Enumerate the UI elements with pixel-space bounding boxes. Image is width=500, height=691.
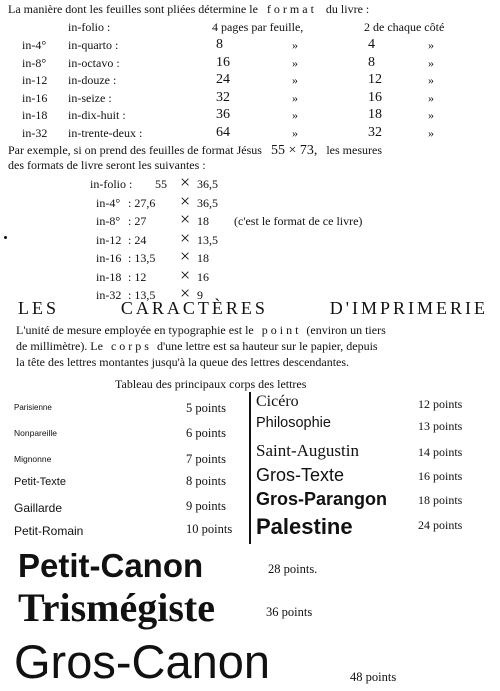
format-row — [0, 108, 500, 124]
table-caption: Tableau des principaux corps des lettres — [115, 377, 307, 391]
format-code: in-12 — [22, 73, 48, 87]
example-text: Par exemple, si on prend des feuilles de format Jésus — [8, 143, 262, 157]
example-dims: 55 × 73, — [270, 143, 318, 158]
format-pages: 24 — [216, 72, 230, 87]
title-word-1: LES — [18, 298, 60, 318]
type-points: 8 points — [186, 474, 226, 488]
specimen-gros-canon: Gros-Canon — [14, 635, 270, 688]
specimen-petit-canon: Petit-Canon — [18, 547, 204, 584]
format-row — [0, 38, 500, 54]
folio-label: in-folio : — [68, 20, 111, 34]
size-label: in-32 — [96, 288, 122, 302]
type-name: Cicéro — [256, 393, 299, 410]
format-side: 32 — [368, 124, 382, 140]
times-sign: × — [180, 227, 191, 248]
type-points: 12 points — [418, 397, 463, 411]
para-text: de millimètre). Le — [16, 339, 103, 353]
format-code: in-18 — [22, 108, 48, 122]
format-ditto: » — [428, 55, 434, 70]
specimen-gros-canon-points: 48 points — [350, 670, 397, 684]
size-label: in-8° — [96, 214, 121, 228]
type-name: Nonpareille — [14, 428, 57, 438]
size-label: in-12 — [96, 232, 122, 247]
type-name: Gros-Texte — [256, 465, 345, 485]
times-sign: × — [180, 190, 191, 211]
type-name: Petit-Texte — [14, 476, 66, 488]
para-word-point: p o i n t — [261, 323, 299, 337]
type-name: Parisienne — [14, 403, 52, 412]
type-points: 9 points — [186, 499, 226, 513]
format-side: 12 — [368, 72, 382, 87]
size-width: : 13,5 — [128, 288, 156, 302]
type-points: 5 points — [186, 401, 226, 415]
size-label: in-folio : — [90, 177, 133, 191]
format-ditto: » — [428, 90, 434, 105]
format-side: 16 — [368, 89, 382, 105]
size-row — [0, 246, 500, 268]
times-sign: × — [180, 209, 191, 229]
size-width: : 24 — [128, 232, 147, 247]
format-ditto: » — [292, 108, 298, 122]
type-name: Saint-Augustin — [256, 441, 359, 460]
type-points: 18 points — [418, 493, 463, 507]
format-side: 18 — [368, 107, 382, 122]
type-points: 24 points — [418, 518, 463, 532]
header-pages: 4 pages par feuille, — [212, 20, 304, 34]
size-width: : 27 — [128, 214, 147, 228]
format-ditto: » — [428, 125, 434, 140]
para-line2 — [16, 339, 378, 353]
format-code: in-8° — [22, 55, 47, 70]
size-height: 13,5 — [197, 232, 218, 247]
format-pages: 64 — [216, 124, 230, 140]
format-ditto: » — [292, 38, 298, 52]
type-name: Mignonne — [14, 454, 52, 464]
intro-end: du livre : — [325, 2, 370, 16]
intro-word-format: format — [266, 2, 317, 16]
table-divider — [249, 392, 251, 544]
format-pages: 8 — [216, 37, 223, 52]
format-ditto: » — [292, 90, 298, 105]
type-name: Gros-Parangon — [256, 489, 388, 509]
para-line3: la tête des lettres montantes jusqu'à la queue des lettres descendantes. — [16, 355, 350, 369]
para-line1 — [16, 323, 386, 337]
size-width: : 27,6 — [128, 195, 156, 210]
format-name: in-douze : — [68, 73, 117, 87]
format-ditto: » — [292, 73, 298, 87]
type-points: 10 points — [186, 522, 233, 536]
title-word-2: CARACTÈRES — [120, 298, 268, 318]
type-name: Philosophie — [256, 415, 331, 431]
format-name: in-trente-deux : — [68, 125, 143, 140]
intro-line — [8, 2, 369, 16]
header-sides: 2 de chaque côté — [364, 20, 445, 34]
type-name: Gaillarde — [14, 501, 63, 515]
format-code: in-4° — [22, 38, 47, 52]
size-height: 18 — [197, 251, 209, 265]
format-ditto: » — [428, 108, 434, 122]
type-points: 7 points — [186, 452, 226, 466]
size-note: (c'est le format de ce livre) — [234, 214, 363, 228]
format-ditto: » — [292, 55, 298, 70]
size-width: 55 — [155, 177, 167, 191]
size-label: in-18 — [96, 269, 122, 284]
size-row — [0, 264, 500, 287]
size-label: in-4° — [96, 195, 121, 210]
para-text: L'unité de mesure employée en typographie est le — [16, 323, 254, 337]
format-pages: 36 — [216, 107, 230, 122]
para-text: (environ un tiers — [306, 323, 386, 337]
format-pages: 16 — [216, 54, 230, 70]
para-word-corps: c o r p s — [110, 339, 149, 353]
format-name: in-quarto : — [68, 38, 119, 52]
format-name: in-dix-huit : — [68, 108, 126, 122]
title-word-3: D'IMPRIMERIE — [329, 298, 488, 318]
times-sign: × — [180, 246, 191, 266]
size-width: : 13,5 — [128, 251, 156, 265]
size-row — [0, 209, 500, 231]
size-height: 36,5 — [197, 195, 218, 210]
specimen-petit-canon-points: 28 points. — [268, 562, 318, 576]
format-code: in-16 — [22, 90, 48, 105]
type-points: 16 points — [418, 469, 463, 483]
type-name: Petit-Romain — [14, 524, 84, 538]
type-points: 6 points — [186, 426, 226, 440]
size-row — [0, 227, 500, 250]
size-row — [0, 172, 500, 194]
para-text: d'une lettre est sa hauteur sur le papier, depuis — [156, 339, 378, 353]
format-ditto: » — [428, 38, 434, 52]
example-line1 — [8, 143, 382, 158]
format-row — [0, 126, 500, 142]
format-row — [0, 56, 500, 72]
format-ditto: » — [292, 125, 298, 140]
example-end: les mesures — [326, 143, 382, 157]
type-points: 14 points — [418, 445, 463, 459]
times-sign: × — [180, 172, 191, 192]
size-height: 9 — [197, 288, 203, 302]
format-side: 4 — [368, 37, 375, 52]
example-line2: des formats de livre seront les suivantes : — [8, 158, 206, 172]
type-points: 13 points — [418, 419, 463, 433]
specimen-trismegiste-points: 36 points — [266, 605, 313, 619]
format-name: in-seize : — [68, 90, 112, 105]
format-row — [0, 73, 500, 89]
size-height: 36,5 — [197, 177, 218, 191]
specimen-trismegiste: Trismégiste — [18, 585, 215, 630]
times-sign: × — [180, 264, 191, 285]
format-code: in-32 — [22, 125, 48, 140]
format-row — [0, 91, 500, 107]
size-width: : 12 — [128, 269, 147, 284]
size-height: 18 — [197, 214, 209, 228]
size-height: 16 — [197, 269, 209, 284]
size-label: in-16 — [96, 251, 122, 265]
intro-text: La manière dont les feuilles sont pliées détermine le — [8, 2, 258, 16]
times-sign: × — [180, 283, 191, 303]
format-ditto: » — [428, 73, 434, 87]
section-title — [18, 298, 488, 319]
type-name: Palestine — [256, 514, 353, 539]
format-side: 8 — [368, 54, 375, 70]
format-pages: 32 — [216, 89, 230, 105]
format-name: in-octavo : — [68, 55, 120, 70]
ink-speck — [4, 236, 7, 239]
size-row — [0, 190, 500, 213]
